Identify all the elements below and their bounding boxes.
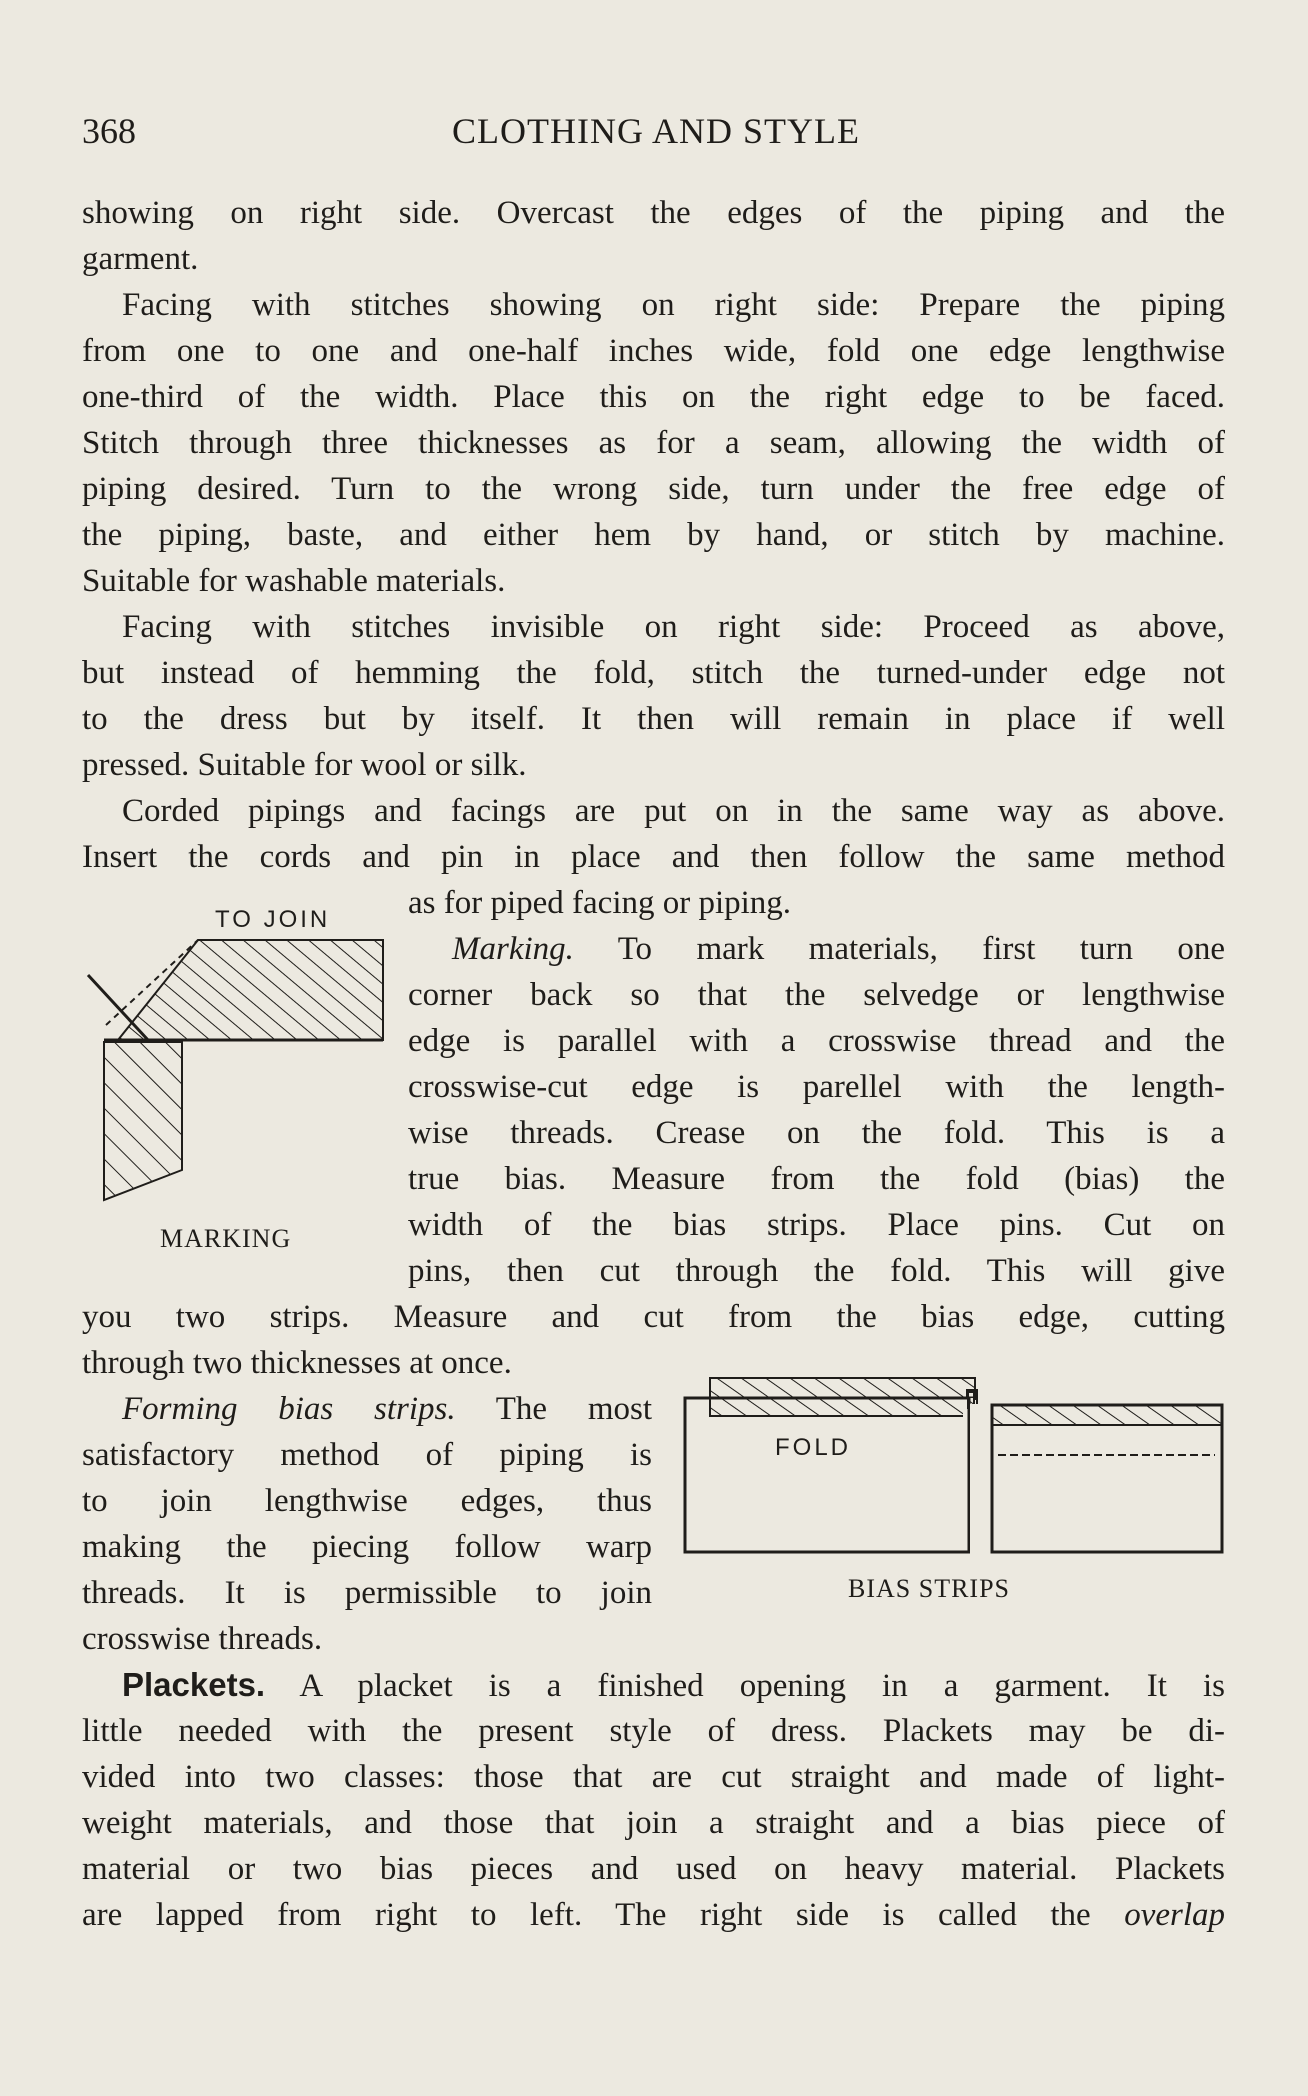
overlap-term: overlap — [1124, 1897, 1225, 1933]
text-line: Facing with stitches showing on right side: Prepare the piping — [122, 287, 1225, 323]
text-line: making the piecing follow warp — [82, 1529, 652, 1565]
text-run: are lapped from right to left. The right side is called the — [82, 1897, 1091, 1933]
text-line: edge is parallel with a crosswise thread and the — [408, 1023, 1225, 1059]
text-line: crosswise-cut edge is parellel with the length- — [408, 1069, 1225, 1105]
text-line: threads. It is permissible to join — [82, 1575, 652, 1611]
text-line: weight materials, and those that join a straight and a bias piece of — [82, 1805, 1225, 1841]
text-line — [82, 1892, 1225, 1938]
text-line: the piping, baste, and either hem by hand, or stitch by machine. — [82, 517, 1225, 553]
text-line — [408, 926, 1225, 972]
text-line: showing on right side. Overcast the edges of the piping and the — [82, 195, 1225, 231]
page-header — [82, 110, 1230, 160]
text-line: vided into two classes: those that are cut straight and made of light- — [82, 1759, 1225, 1795]
bias-strips-figure — [680, 1370, 1230, 1570]
text-run: The most — [455, 1391, 653, 1427]
text-run: To mark materials, first turn one — [573, 931, 1225, 967]
text-line: you two strips. Measure and cut from the bias edge, cutting — [82, 1299, 1225, 1335]
text-line: width of the bias strips. Place pins. Cut on — [408, 1207, 1225, 1243]
text-line: but instead of hemming the fold, stitch the turned-under edge not — [82, 655, 1225, 691]
text-line: wise threads. Crease on the fold. This is a — [408, 1115, 1225, 1151]
text-line — [82, 1386, 652, 1432]
text-line: to the dress but by itself. It then will remain in place if well — [82, 701, 1225, 737]
marking-heading: Marking. — [452, 931, 574, 967]
figure-label-to-join: TO JOIN — [215, 906, 331, 933]
figure-caption-bias-strips: BIAS STRIPS — [848, 1574, 1010, 1603]
page-number: 368 — [82, 111, 136, 151]
text-run: A placket is a finished opening in a garment. It is — [265, 1668, 1225, 1704]
text-line: through two thicknesses at once. — [82, 1345, 512, 1381]
figure-caption-marking: MARKING — [160, 1224, 292, 1253]
plackets-heading: Plackets. — [122, 1666, 266, 1703]
text-line: crosswise threads. — [82, 1621, 323, 1657]
text-line: pressed. Suitable for wool or silk. — [82, 747, 527, 783]
text-line: little needed with the present style of dress. Plackets may be di- — [82, 1713, 1225, 1749]
text-line: true bias. Measure from the fold (bias) the — [408, 1161, 1225, 1197]
text-line: piping desired. Turn to the wrong side, turn under the free edge of — [82, 471, 1225, 507]
text-line: pins, then cut through the fold. This will give — [408, 1253, 1225, 1289]
text-line: from one to one and one-half inches wide, fold one edge lengthwise — [82, 333, 1225, 369]
text-line: Insert the cords and pin in place and then follow the same method — [82, 839, 1225, 875]
text-line: material or two bias pieces and used on heavy material. Plackets — [82, 1851, 1225, 1887]
text-line: Corded pipings and facings are put on in the same way as above. — [122, 793, 1225, 829]
figure-label-fold: FOLD — [775, 1434, 852, 1461]
forming-bias-strips-heading: Forming bias strips. — [122, 1391, 456, 1427]
text-line: corner back so that the selvedge or lengthwise — [408, 977, 1225, 1013]
text-line: garment. — [82, 241, 199, 277]
running-title: CLOTHING AND STYLE — [452, 111, 860, 151]
text-line: satisfactory method of piping is — [82, 1437, 652, 1473]
text-line: to join lengthwise edges, thus — [82, 1483, 652, 1519]
text-line: as for piped facing or piping. — [408, 885, 792, 921]
marking-figure — [78, 930, 398, 1220]
text-line: Facing with stitches invisible on right side: Proceed as above, — [122, 609, 1225, 645]
text-line: Suitable for washable materials. — [82, 563, 506, 599]
text-line: Stitch through three thicknesses as for a seam, allowing the width of — [82, 425, 1225, 461]
text-line — [82, 1662, 1225, 1709]
text-line: one-third of the width. Place this on the right edge to be faced. — [82, 379, 1225, 415]
